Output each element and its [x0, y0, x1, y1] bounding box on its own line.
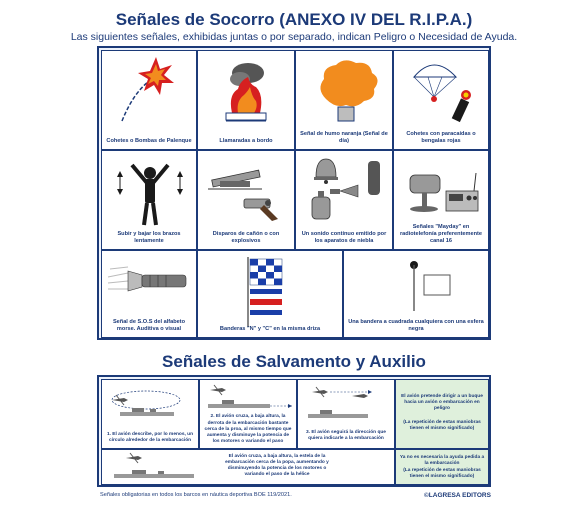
- signal-caption: Cohetes con paracaídas o bengalas rojas: [406, 131, 476, 145]
- signal-arms: [101, 150, 197, 250]
- publisher-credit: ©LAGRESA EDITORS: [424, 492, 491, 499]
- signal-parachute-flare: [393, 50, 489, 150]
- signal-mayday: [393, 150, 489, 250]
- signal-caption: Llamaradas a bordo: [219, 138, 273, 145]
- signal-caption: Señal de humo naranja (Señal de día): [300, 131, 388, 145]
- rocket-burst-icon: [102, 51, 198, 137]
- rescue-caption: 1. El avión describe, por lo menos, un círculo alrededor de la embarcación: [106, 431, 194, 443]
- rescue-step-4: [101, 449, 395, 485]
- rescue-step-1: [101, 379, 199, 449]
- rescue-caption: 3. El avión seguirá la dirección que quiera indicarle a la embarcación: [306, 429, 386, 441]
- signal-rockets: [101, 50, 197, 150]
- signal-caption: Subir y bajar los brazos lentamente: [117, 231, 181, 245]
- rescue-note-text: El avión pretende dirigir a un buque hacia un avión o embarcación en peligro: [401, 394, 483, 412]
- rescue-note-1: [395, 379, 489, 449]
- rescue-note-2: [395, 449, 489, 485]
- parachute-flare-icon: [394, 51, 490, 137]
- rescue-step-2: [199, 379, 297, 449]
- cannon-gun-icon: [198, 151, 296, 237]
- rescue-caption: 2. El avión cruza, a baja altura, la derrota de la embarcación bastante cerca de la proa, al mismo tiempo que aumenta y disminuye la potencia de los motores o variando el paso: [204, 414, 292, 444]
- circling-plane-icon: [102, 380, 200, 430]
- rescue-caption: El avión cruza, a baja altura, la estela de la embarcación cerca de la popa, aumentando y disminuyendo la potencia de los motores o variando el paso de la hélice: [225, 454, 329, 478]
- signal-caption: Una bandera a cuadrada cualquiera con una esfera negra: [348, 319, 484, 333]
- rescue-note-repeat: (La repetición de estas maniobras tienen el mismo significado): [403, 420, 481, 432]
- crossing-bow-icon: [200, 380, 298, 414]
- signal-sos: [101, 250, 197, 338]
- signal-caption: Un sonido contínuo emitido por los aparatos de niebla: [301, 231, 387, 245]
- page-title: Señales de Socorro (ANEXO IV DEL R.I.P.A.): [115, 10, 473, 29]
- rescue-step-3: [297, 379, 395, 449]
- fog-signal-icon: [296, 151, 394, 237]
- orange-smoke-icon: [296, 51, 394, 137]
- signal-caption: Disparos de cañón o con explosivos: [212, 231, 280, 245]
- signal-caption: Señales "Mayday" en radiotelefonía preferentemente canal 16: [399, 224, 483, 245]
- signal-orange-smoke: [295, 50, 393, 150]
- direction-plane-icon: [298, 380, 396, 430]
- n-c-flags-icon: [198, 251, 344, 327]
- signal-lamp-icon: [102, 251, 198, 321]
- signal-caption: Cohetes o Bombas de Palenque: [106, 138, 192, 145]
- distress-signals-grid: [97, 46, 491, 340]
- rescue-signals-grid: [97, 375, 491, 487]
- signal-fire: [197, 50, 295, 150]
- fire-on-board-icon: [198, 51, 296, 137]
- rescue-note-text: Ya no es necesaria la ayuda pedida a la embarcación: [399, 455, 485, 467]
- crossing-stern-icon: [102, 450, 222, 486]
- signal-nc-flags: [197, 250, 343, 338]
- signal-caption: Banderas "N" y "C" en la misma driza: [219, 326, 321, 333]
- rescue-title: Señales de Salvamento y Auxilio: [162, 352, 426, 371]
- signal-caption: Señal de S.O.S del alfabeto morse. Auditiva o visual: [112, 319, 186, 333]
- footer-note: Señales obligatorias en todos los barcos en náutica deportiva BOE 119/2021.: [100, 492, 292, 498]
- signal-flag-ball: [343, 250, 489, 338]
- waving-arms-icon: [102, 151, 198, 237]
- signal-cannon: [197, 150, 295, 250]
- page-subtitle: Las siguientes señales, exhibidas juntas o por separado, indican Peligro o Necesidad de Ayuda.: [70, 31, 518, 43]
- rescue-note-repeat: (La repetición de estas maniobras tienen el mismo significado): [403, 468, 481, 480]
- flag-and-ball-icon: [344, 251, 490, 327]
- signal-fog: [295, 150, 393, 250]
